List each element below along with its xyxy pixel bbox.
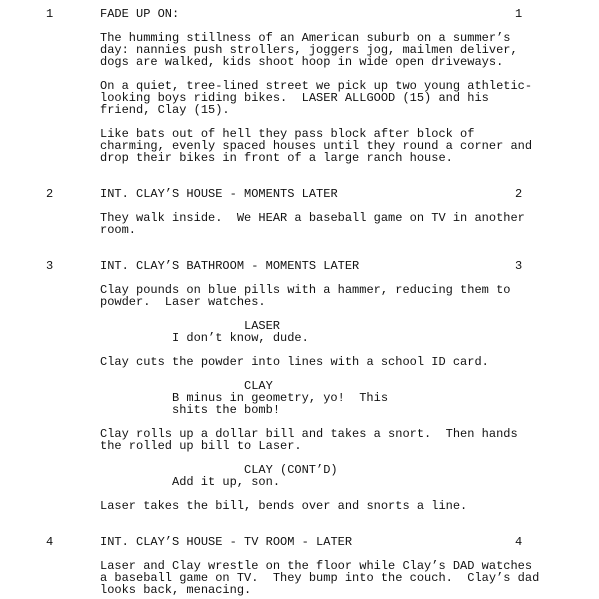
action-line: Clay cuts the powder into lines with a school ID card.: [100, 355, 489, 369]
scene-number-left: 4: [46, 535, 54, 549]
action-line: They walk inside. We HEAR a baseball game on TV in another: [100, 211, 525, 225]
action-line: Clay rolls up a dollar bill and takes a snort. Then hands: [100, 427, 518, 441]
action-line: powder. Laser watches.: [100, 295, 266, 309]
action-line: a baseball game on TV. They bump into the couch. Clay’s dad: [100, 571, 540, 585]
dialogue-line: I don’t know, dude.: [172, 331, 309, 345]
action-line: Laser and Clay wrestle on the floor while Clay’s DAD watches: [100, 559, 533, 573]
action-line: looking boys riding bikes. LASER ALLGOOD (15) and his: [100, 91, 489, 105]
action-line: drop their bikes in front of a large ranch house.: [100, 151, 453, 165]
scene-number-left: 2: [46, 187, 54, 201]
action-line: room.: [100, 223, 137, 237]
scene-heading: INT. CLAY’S BATHROOM - MOMENTS LATER: [100, 259, 360, 273]
scene-number-right: 1: [515, 7, 523, 21]
scene-number-right: 3: [515, 259, 523, 273]
action-line: the rolled up bill to Laser.: [100, 439, 302, 453]
action-line: friend, Clay (15).: [100, 103, 230, 117]
action-line: Like bats out of hell they pass block after block of: [100, 127, 475, 141]
action-line: charming, evenly spaced houses until they round a corner and: [100, 139, 533, 153]
action-line: The humming stillness of an American suburb on a summer’s: [100, 31, 511, 45]
dialogue-line: shits the bomb!: [172, 403, 281, 417]
character-name: LASER: [244, 319, 281, 333]
scene-number-right: 2: [515, 187, 523, 201]
dialogue-line: B minus in geometry, yo! This: [172, 391, 389, 405]
action-line: looks back, menacing.: [100, 583, 252, 597]
scene-number-right: 4: [515, 535, 523, 549]
character-name: CLAY: [244, 379, 273, 393]
action-line: On a quiet, tree-lined street we pick up two young athletic-: [100, 79, 533, 93]
character-name: CLAY (CONT’D): [244, 463, 338, 477]
action-line: dogs are walked, kids shoot hoop in wide open driveways.: [100, 55, 504, 69]
scene-heading: INT. CLAY’S HOUSE - MOMENTS LATER: [100, 187, 338, 201]
action-line: Clay pounds on blue pills with a hammer, reducing them to: [100, 283, 511, 297]
scene-number-left: 3: [46, 259, 54, 273]
action-line: day: nannies push strollers, joggers jog, mailmen deliver,: [100, 43, 518, 57]
scene-heading: FADE UP ON:: [100, 7, 180, 21]
scene-heading: INT. CLAY’S HOUSE - TV ROOM - LATER: [100, 535, 353, 549]
dialogue-line: Add it up, son.: [172, 475, 281, 489]
scene-number-left: 1: [46, 7, 54, 21]
action-line: Laser takes the bill, bends over and snorts a line.: [100, 499, 468, 513]
